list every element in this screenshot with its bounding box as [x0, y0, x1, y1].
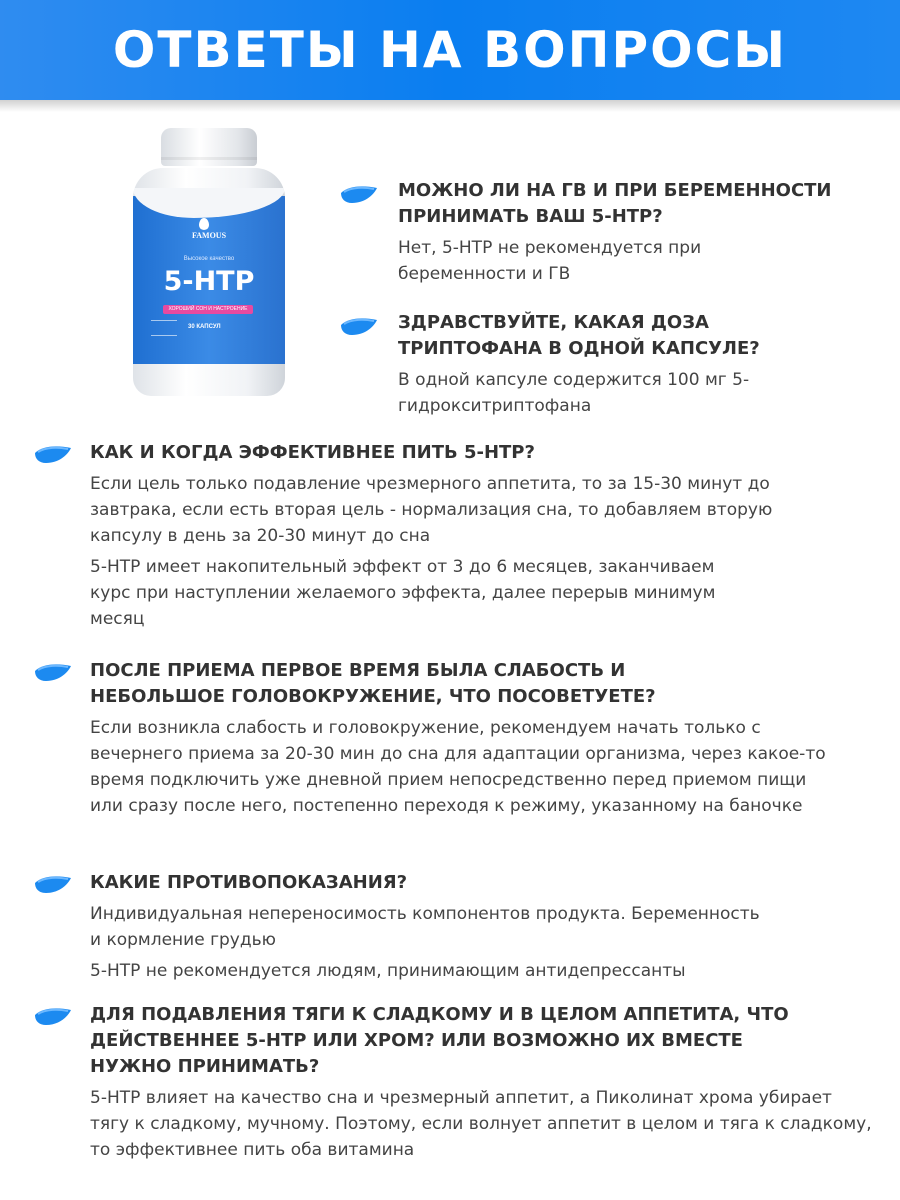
product-name: 5-HTP: [163, 266, 255, 297]
faq-question: КАКИЕ ПРОТИВОПОКАЗАНИЯ?: [90, 872, 408, 893]
faq-answer: 5-HTP имеет накопительный эффект от 3 до 6 месяцев, заканчиваем курс при наступлении желаемого эффекта, далее перерыв минимум месяц: [90, 557, 716, 629]
faq-item: [90, 440, 830, 632]
quality-text: Высокое качество: [183, 256, 235, 262]
swoosh-icon: [340, 316, 378, 336]
faq-item: [398, 310, 818, 419]
faq-answer: Если возникла слабость и головокружение, рекомендуем начать только с вечернего приема за 20-30 мин до сна для адаптации организма, через какое-то время подключить уже дневной прием непосредственно перед приемом пищи или сразу после него, постепенно переходя к режиму, указанному на баночке: [90, 718, 826, 816]
swoosh-icon: [34, 874, 72, 894]
drop-logo-icon: [199, 218, 209, 230]
faq-answer: Нет, 5-HTP не рекомендуется при беременности и ГВ: [398, 238, 702, 284]
faq-item: [90, 870, 830, 984]
faq-answer: Если цель только подавление чрезмерного аппетита, то за 15-30 минут до завтрака, если есть вторая цель - нормализация сна, то добавляем вторую капсулу в день за 20-30 минут до сна: [90, 474, 773, 546]
brand-logo: FAMOUS: [191, 231, 227, 240]
swoosh-icon: [34, 662, 72, 682]
product-bottle-image: [133, 128, 285, 396]
page-title: ОТВЕТЫ НА ВОПРОСЫ: [112, 21, 788, 79]
swoosh-icon: [34, 1006, 72, 1026]
swoosh-icon: [340, 184, 378, 204]
faq-item: [90, 1002, 872, 1163]
swoosh-icon: [34, 444, 72, 464]
bottle-body: [133, 168, 285, 396]
faq-question: ПОСЛЕ ПРИЕМА ПЕРВОЕ ВРЕМЯ БЫЛА СЛАБОСТЬ И НЕБОЛЬШОЕ ГОЛОВОКРУЖЕНИЕ, ЧТО ПОСОВЕТУЕТЕ?: [90, 660, 656, 707]
tagline-strip: ХОРОШИЙ СОН И НАСТРОЕНИЕ: [163, 305, 253, 314]
faq-question: ЗДРАВСТВУЙТЕ, КАКАЯ ДОЗА ТРИПТОФАНА В ОДНОЙ КАПСУЛЕ?: [398, 312, 760, 359]
capsule-count: 30 КАПСУЛ: [188, 324, 221, 330]
faq-question: ДЛЯ ПОДАВЛЕНИЯ ТЯГИ К СЛАДКОМУ И В ЦЕЛОМ АППЕТИТА, ЧТО ДЕЙСТВЕННЕЕ 5-HTP ИЛИ ХРОМ? ИЛИ ВОЗМОЖНО ИХ ВМЕСТЕ НУЖНО ПРИНИМАТЬ?: [90, 1004, 789, 1077]
bottle-cap: [161, 128, 257, 166]
banner-shadow: [0, 100, 900, 112]
faq-answer: 5-HTP не рекомендуется людям, принимающим антидепрессанты: [90, 961, 686, 981]
small-print: [151, 320, 177, 336]
faq-question: МОЖНО ЛИ НА ГВ И ПРИ БЕРЕМЕННОСТИ ПРИНИМАТЬ ВАШ 5-HTP?: [398, 180, 832, 227]
faq-answer: В одной капсуле содержится 100 мг 5-гидрокситриптофана: [398, 370, 750, 416]
faq-item: [90, 658, 830, 819]
faq-answer: Индивидуальная непереносимость компонентов продукта. Беременность и кормление грудью: [90, 904, 760, 950]
header-banner: [0, 0, 900, 100]
faq-item: [398, 178, 878, 287]
faq-answer: 5-HTP влияет на качество сна и чрезмерный аппетит, а Пиколинат хрома убирает тягу к сладкому, мучному. Поэтому, если волнует аппетит в целом и тяга к сладкому, то эффективнее пить оба витамина: [90, 1088, 872, 1160]
faq-question: КАК И КОГДА ЭФФЕКТИВНЕЕ ПИТЬ 5-HTP?: [90, 442, 535, 463]
